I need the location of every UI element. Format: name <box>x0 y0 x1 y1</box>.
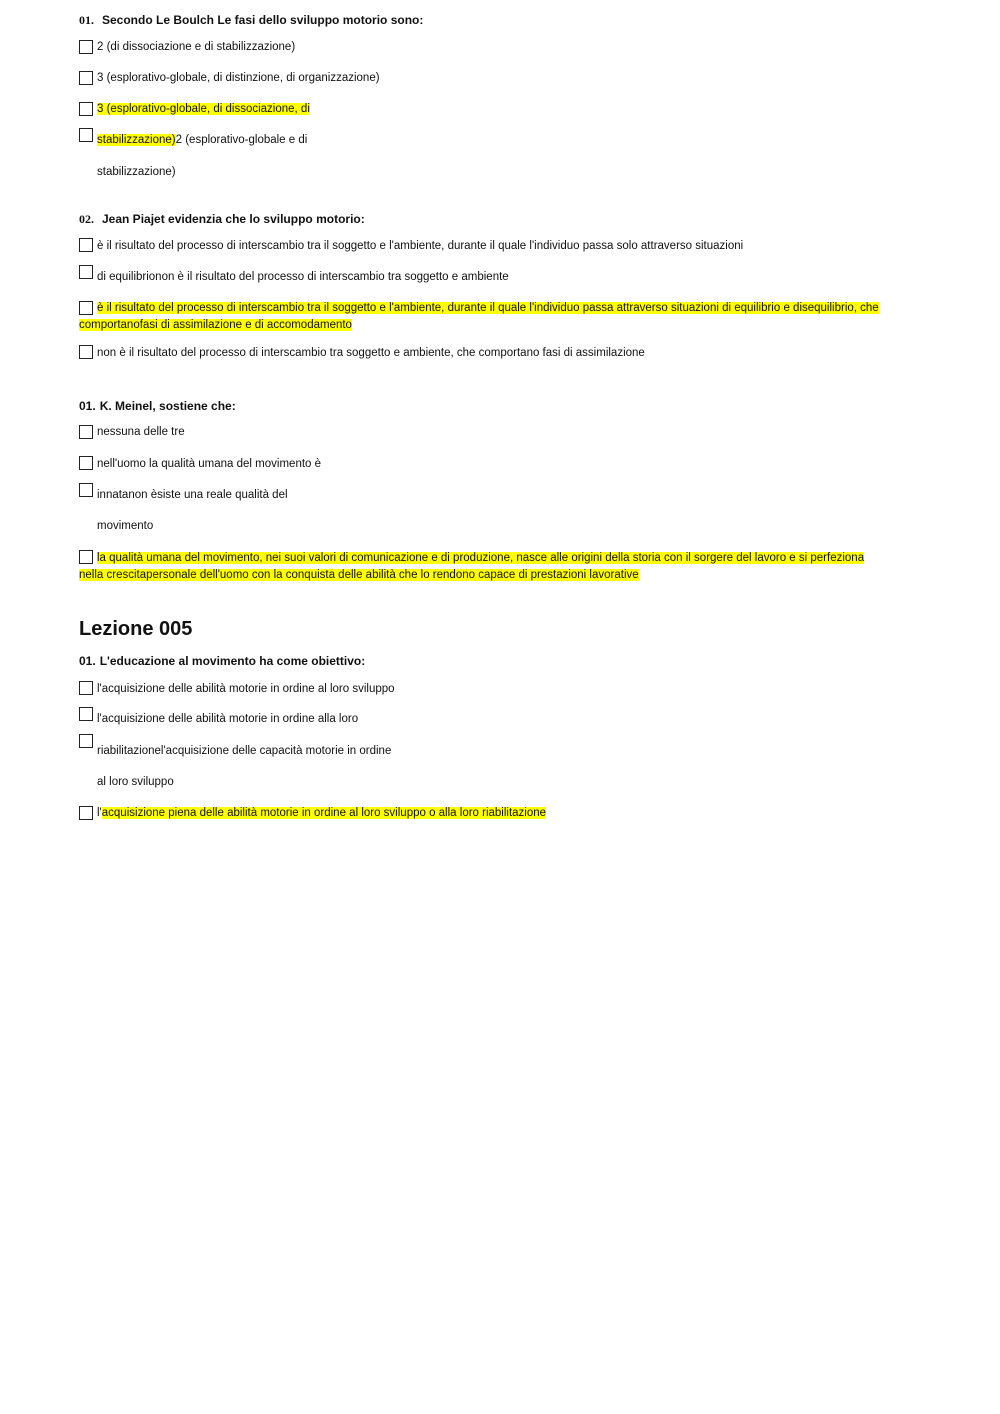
q3-option-4-highlighted-text: la qualità umana del movimento, nei suoi valori di comunicazione e di produzione, nasce alle origini della storia con il sorgere del lavoro e si perfeziona nella crescitapersonale dell'uomo con la conquista delle abilità che lo rendono capace di prestazioni lavorative <box>79 552 865 581</box>
q1-option-4-text-start: 2 (esplorativo-globale e di <box>175 134 308 146</box>
q4-option-1-checkbox[interactable] <box>79 681 93 695</box>
question-4-title <box>79 653 365 669</box>
q4-option-4-checkbox[interactable] <box>79 806 93 820</box>
question-1-number: 01. <box>79 13 94 27</box>
question-1-title <box>79 12 423 28</box>
q1-option-1-checkbox[interactable] <box>79 40 93 54</box>
q1-option-1-text: 2 (di dissociazione e di stabilizzazione) <box>97 41 296 53</box>
q4-option-4-highlighted-text: acquisizione piena delle abilità motorie in ordine al loro sviluppo o alla loro riabilitazione <box>101 807 547 819</box>
q4-option-3-text-continuation: al loro sviluppo <box>97 776 174 788</box>
question-3-text: K. Meinel, sostiene che: <box>99 399 236 413</box>
q4-option-2-text: l'acquisizione delle abilità motorie in ordine alla loro <box>97 713 359 725</box>
q1-option-2-text: 3 (esplorativo-globale, di distinzione, di organizzazione) <box>97 72 380 84</box>
question-2-text: Jean Piajet evidenzia che lo sviluppo motorio: <box>102 212 365 226</box>
q4-option-2-checkbox[interactable] <box>79 707 93 721</box>
question-4-number: 01. <box>79 654 96 668</box>
q1-option-4-text <box>97 132 307 149</box>
q4-option-4-text <box>97 805 546 822</box>
question-3-number: 01. <box>79 399 96 413</box>
q1-option-3-text <box>97 101 310 118</box>
q2-option-1-checkbox[interactable] <box>79 238 93 252</box>
q2-option-2-checkbox[interactable] <box>79 265 93 279</box>
q2-option-2-text: di equilibrionon è il risultato del processo di interscambio tra soggetto e ambiente <box>97 271 509 283</box>
q4-option-4-text-prefix: l' <box>97 807 102 819</box>
q3-option-3-checkbox[interactable] <box>79 483 93 497</box>
q1-option-2-checkbox[interactable] <box>79 71 93 85</box>
q1-option-3-checkbox[interactable] <box>79 102 93 116</box>
question-2-number: 02. <box>79 212 94 226</box>
q2-option-1-text: è il risultato del processo di interscambio tra il soggetto e l'ambiente, durante il quale l'individuo passa solo attraverso situazioni <box>97 240 744 252</box>
question-1-text: Secondo Le Boulch Le fasi dello sviluppo motorio sono: <box>102 13 424 27</box>
q3-option-3-text-continuation: movimento <box>97 520 154 532</box>
q1-option-3-highlighted-text: 3 (esplorativo-globale, di dissociazione, di <box>97 103 310 115</box>
q3-option-2-text: nell'uomo la qualità umana del movimento è <box>97 458 322 470</box>
question-2-title <box>79 211 365 227</box>
q2-option-4-checkbox[interactable] <box>79 345 93 359</box>
q1-option-3-highlighted-continuation: stabilizzazione) <box>97 134 176 146</box>
q3-option-4-text <box>79 550 886 584</box>
q4-option-3-checkbox[interactable] <box>79 734 93 748</box>
q3-option-2-checkbox[interactable] <box>79 456 93 470</box>
q1-option-4-text-continuation: stabilizzazione) <box>97 166 176 178</box>
q4-option-3-text: riabilitazionel'acquisizione delle capacità motorie in ordine <box>97 745 392 757</box>
q3-option-3-text: innatanon èsiste una reale qualità del <box>97 489 288 501</box>
lesson-heading: Lezione 005 <box>79 618 193 640</box>
question-4-text: L'educazione al movimento ha come obiettivo: <box>99 654 366 668</box>
q3-option-1-checkbox[interactable] <box>79 425 93 439</box>
question-3-title <box>79 398 236 414</box>
q3-option-1-text: nessuna delle tre <box>97 426 185 438</box>
q4-option-1-text: l'acquisizione delle abilità motorie in ordine al loro sviluppo <box>97 683 395 695</box>
q1-option-4-checkbox[interactable] <box>79 128 93 142</box>
q2-option-4-text: non è il risultato del processo di interscambio tra soggetto e ambiente, che comportano fasi di assimilazione <box>97 347 645 359</box>
q2-option-3-text <box>79 300 886 334</box>
q2-option-3-highlighted-text: è il risultato del processo di interscambio tra il soggetto e l'ambiente, durante il quale l'individuo passa attraverso situazioni di equilibrio e disequilibrio, che comportanofasi di assimilazione e di accomodamento <box>79 302 879 331</box>
